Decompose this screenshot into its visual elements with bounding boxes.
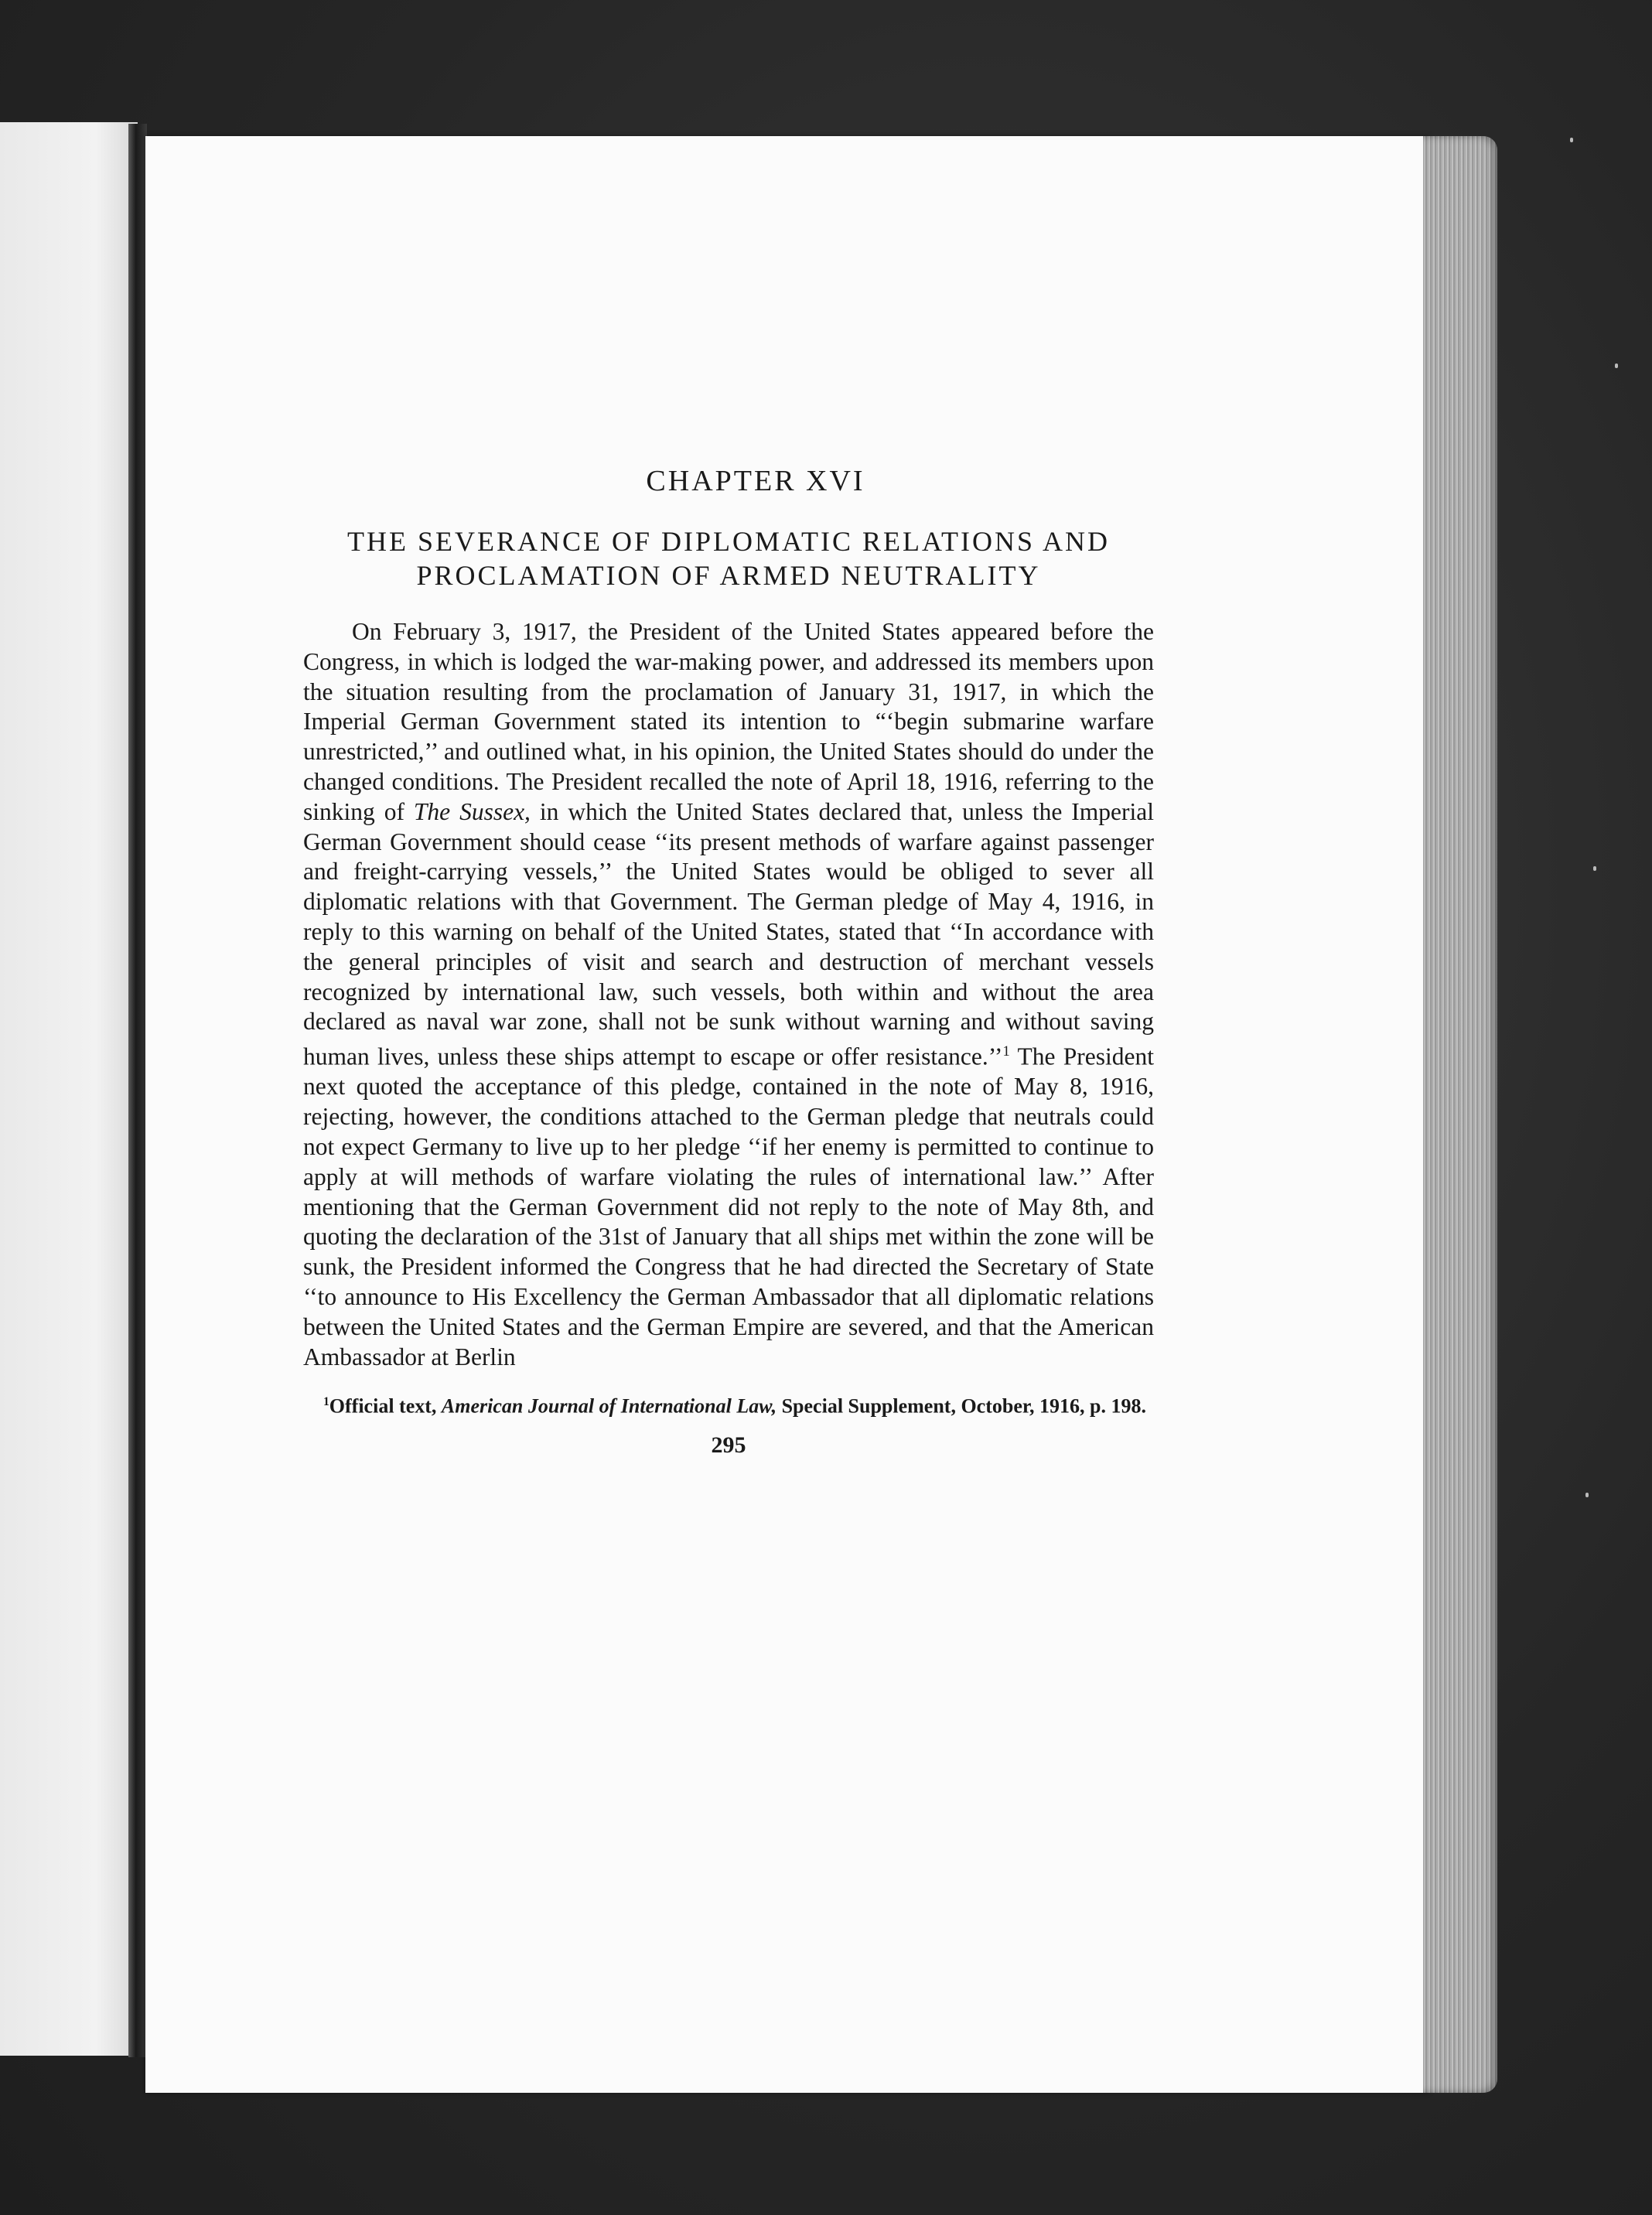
body-text-part-2: in which the United States declared that, unless the Imperial German Government should cease ‘‘its present methods of warfare against passenger and freight-carrying vessels,’’ the United States would be obliged to sever all diplomatic relations with that Government. The German pledge of May 4, 1916, in reply to this warning on behalf of the United States, stated that ‘‘In accordance with the general principles of visit and search and destruction of merchant vessels recognized by international law, such vessels, both within and without the area declared as naval war zone, shall not be sunk without warning and without saving human lives, unless these ships attempt to escape or offer resistance.’’ <box>303 797 1154 1070</box>
body-text-part-1: On February 3, 1917, the President of the United States appeared before the Congress, in which is lodged the war-making power, and addressed its members upon the situation resulting from the proclamation of January 31, 1917, in which the Imperial German Government stated its intention to “‘begin submarine warfare unrestricted,’’ and outlined what, in his opinion, the United States should do under the changed conditions. The President recalled the note of April 18, 1916, referring to the sinking of <box>303 618 1154 825</box>
chapter-title-line-1: THE SEVERANCE OF DIPLOMATIC RELATIONS AND <box>346 526 1110 557</box>
dust-speck <box>1615 363 1618 368</box>
footnote-text-post: Special Supplement, October, 1916, p. 198. <box>777 1395 1146 1418</box>
facing-page-edge <box>0 122 138 2056</box>
dust-speck <box>1593 866 1596 871</box>
page-number: 295 <box>711 1432 746 1459</box>
ship-name: The Sussex, <box>413 797 531 825</box>
footnote-mark: 1 <box>323 1395 329 1409</box>
body-text-part-3: The President next quoted the acceptance of this pledge, contained in the note of May 8, 1916, rejecting, however, the conditions attached to the German pledge that neutrals could not expect Germany to live up to her pledge ‘‘if her enemy is permitted to continue to apply at will methods of warfare violating the rules of international law.’’ After mentioning that the German Government did not reply to the note of May 8th, and quoting the declaration of the 31st of January that all ships met within the zone will be sunk, the President informed the Congress that he had directed the Secretary of State ‘‘to announce to His Excellency the German Ambassador that all diplomatic relations between the United States and the German Empire are severed, and that the American Ambassador at Berlin <box>303 1043 1154 1370</box>
footnote-text-pre: Official text, <box>329 1395 442 1418</box>
footnote <box>303 1391 1154 1418</box>
page-content <box>303 464 1154 1459</box>
chapter-title-line-2: PROCLAMATION OF ARMED NEUTRALITY <box>416 560 1041 591</box>
body-paragraph <box>303 617 1154 1372</box>
footnote-journal-title: American Journal of International Law, <box>441 1395 777 1418</box>
dust-speck <box>1585 1493 1589 1497</box>
book-gutter <box>128 124 147 2057</box>
page-stack-edge <box>1423 136 1497 2093</box>
chapter-title <box>303 524 1154 592</box>
dust-speck <box>1570 138 1573 142</box>
footnote-reference: 1 <box>1002 1043 1010 1060</box>
chapter-heading: CHAPTER XVI <box>646 465 865 497</box>
